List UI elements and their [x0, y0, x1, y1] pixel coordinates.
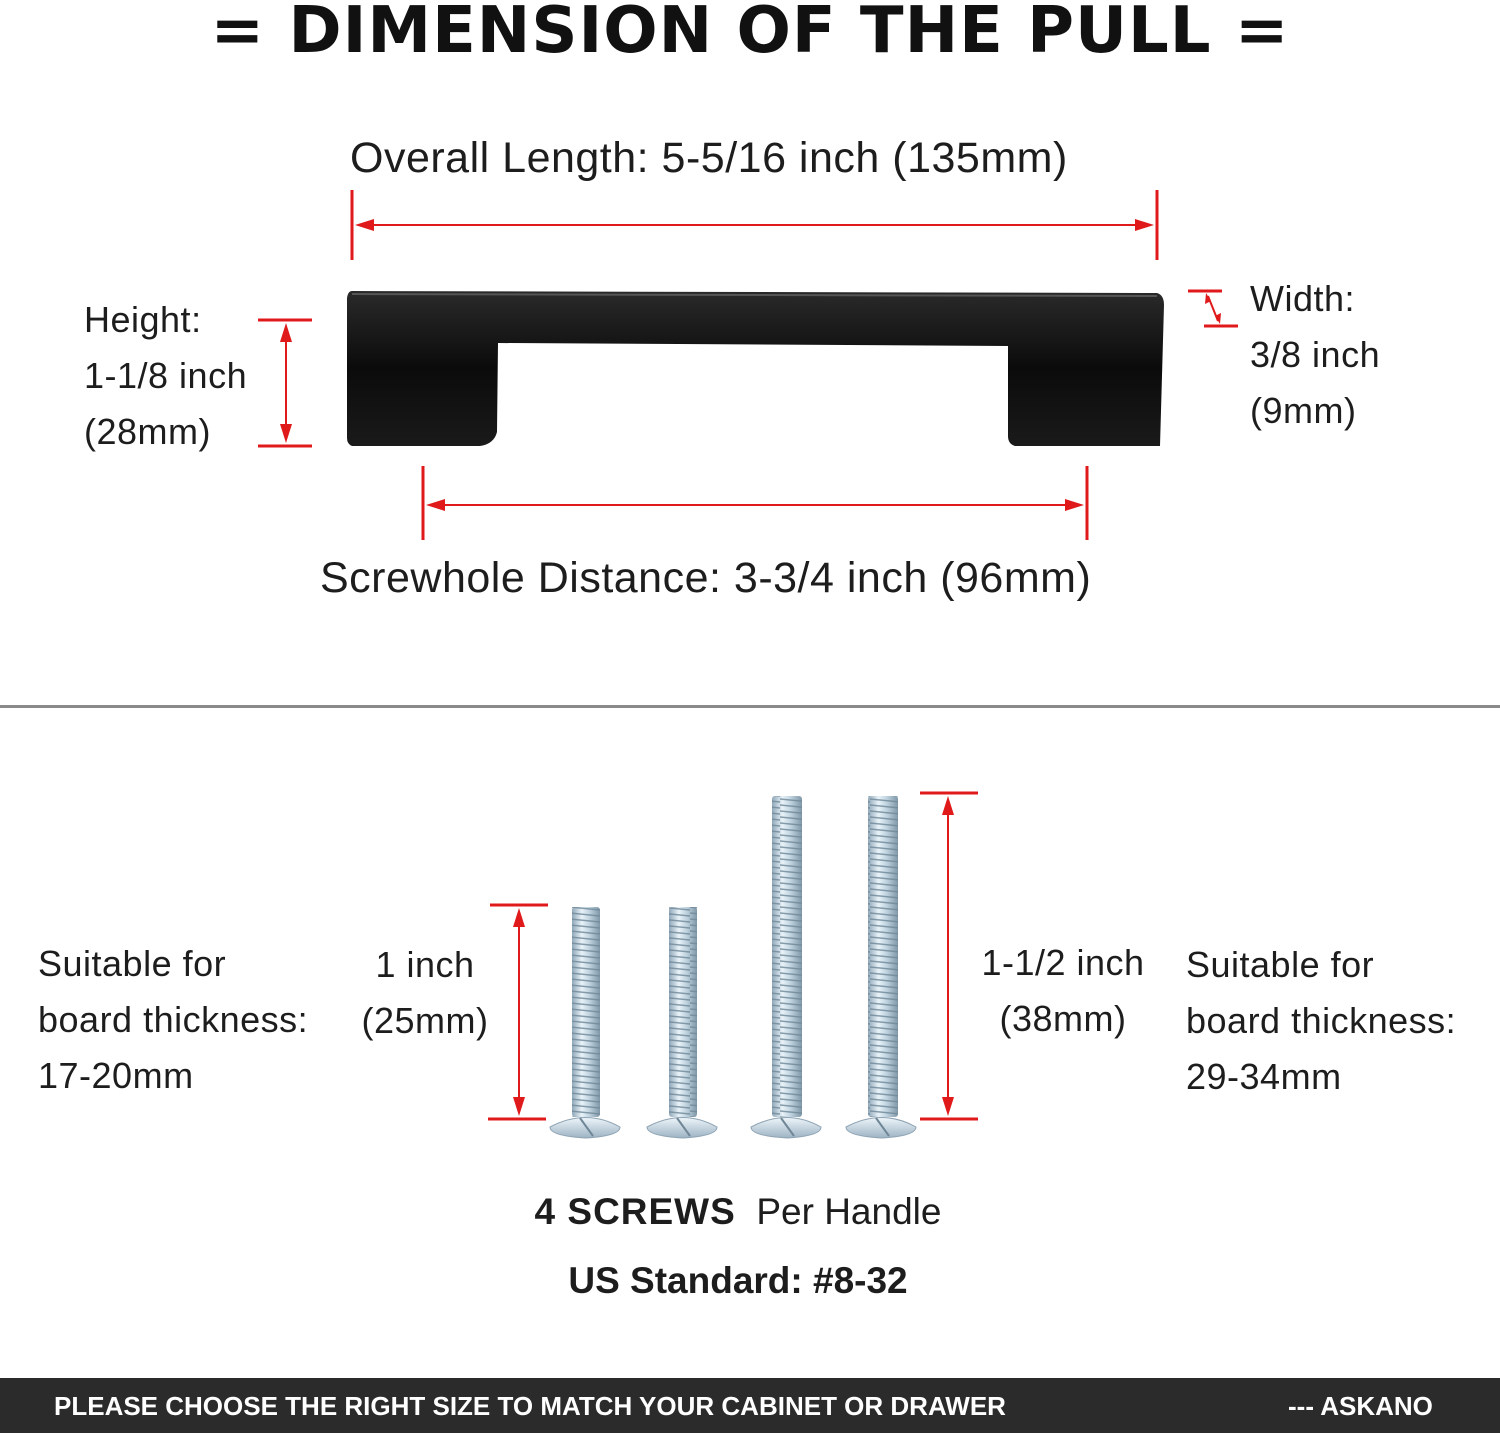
screw-short-1: [550, 907, 620, 1138]
screw-count-line: [0, 1191, 1476, 1233]
left-board-line-3: 17-20mm: [38, 1055, 194, 1096]
width-label: [1250, 271, 1380, 439]
short-screw-inch: 1 inch: [375, 944, 475, 985]
footer-bar: [0, 1378, 1500, 1433]
width-mm: (9mm): [1250, 390, 1357, 431]
page-title: = DIMENSION OF THE PULL =: [210, 0, 1290, 68]
height-inch: 1-1/8 inch: [84, 355, 248, 396]
screw-short-2: [647, 907, 717, 1138]
screw-standard: US Standard: #8-32: [568, 1260, 908, 1301]
long-screw-arrow: [920, 793, 978, 1119]
left-board-label: [38, 936, 308, 1104]
short-screw-label: [355, 937, 495, 1049]
width-title: Width:: [1250, 278, 1356, 319]
right-board-label: [1186, 937, 1456, 1105]
height-mm: (28mm): [84, 411, 211, 452]
right-board-line-3: 29-34mm: [1186, 1056, 1342, 1097]
footer-message: PLEASE CHOOSE THE RIGHT SIZE TO MATCH YOUR CABINET OR DRAWER: [54, 1391, 1006, 1421]
section-divider: [0, 705, 1500, 708]
screw-long-2: [846, 796, 916, 1138]
height-arrow: [258, 320, 312, 446]
short-screw-arrow: [488, 905, 548, 1119]
footer-brand: --- ASKANO: [1288, 1391, 1433, 1421]
screwhole-arrow: [423, 466, 1087, 540]
screw-count-bold: 4 SCREWS: [534, 1191, 736, 1232]
width-inch: 3/8 inch: [1250, 334, 1381, 375]
left-board-line-1: Suitable for: [38, 943, 227, 984]
overall-length-label: Overall Length: 5-5/16 inch (135mm): [350, 134, 1068, 182]
right-board-line-1: Suitable for: [1186, 944, 1375, 985]
overall-length-arrow: [352, 190, 1157, 260]
screwhole-label: Screwhole Distance: 3-3/4 inch (96mm): [320, 554, 1092, 602]
screw-count-rest: Per Handle: [756, 1191, 942, 1232]
right-board-line-2: board thickness:: [1186, 1000, 1457, 1041]
short-screw-mm: (25mm): [361, 1000, 489, 1041]
height-title: Height:: [84, 299, 202, 340]
pull-handle: [347, 291, 1164, 446]
long-screw-mm: (38mm): [999, 998, 1127, 1039]
left-board-line-2: board thickness:: [38, 999, 309, 1040]
height-label: [84, 292, 247, 460]
long-screw-inch: 1-1/2 inch: [981, 942, 1145, 983]
screw-long-1: [751, 796, 821, 1138]
long-screw-label: [976, 935, 1150, 1047]
width-arrow: [1188, 291, 1238, 326]
